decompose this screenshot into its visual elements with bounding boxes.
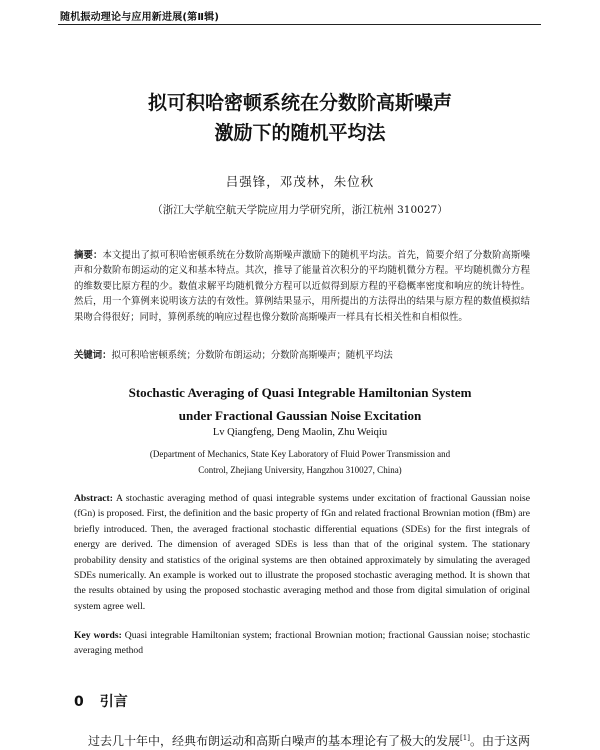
body-text-end: 。由于这两 <box>469 734 530 748</box>
english-abstract-label: Abstract: <box>74 493 113 504</box>
chinese-title-line-2: 激励下的随机平均法 <box>214 122 386 144</box>
english-abstract-text: A stochastic averaging method of quasi integrable systems under excitation of fractional Gaussian noise (fGn) is proposed. First, the definition and the basic property of fGn and related fractional Brownian motion (fBm) are briefly introduced. Then, the averaged fractional stochastic differential equations (SDEs) for the first integrals of energy are derived. The dimension of averaged SDEs is less than that of the original system. The stationary probability density and statistics of the original systems are then obtained approximately by simulating the averaged SDEs numerically. An example is worked out to illustrate the proposed stochastic averaging method. It is shown that the results obtained by using the proposed stochastic averaging method and those from digital simulation of original system agree well. <box>74 493 530 612</box>
reference-marker: [1] <box>460 734 470 742</box>
running-header: 随机振动理论与应用新进展(第Ⅱ辑) <box>60 12 220 23</box>
chinese-keywords-text: 拟可积哈密顿系统；分数阶布朗运动；分数阶高斯噪声；随机平均法 <box>111 350 393 361</box>
section-number: 0 <box>74 694 84 710</box>
chinese-keywords <box>74 348 530 363</box>
header-rule <box>58 24 541 25</box>
chinese-title <box>60 88 540 148</box>
chinese-abstract-text: 本文提出了拟可积哈密顿系统在分数阶高斯噪声激励下的随机平均法。首先，简要介绍了分数阶高斯噪声和分数阶布朗运动的定义和基本特点。其次，推导了能量首次积分的平均随机微分方程。平均随机微分方程的维数要比原方程的少。数值求解平均随机微分方程可以近似得到原方程的平稳概率密度和响应的统计特性。然后，用一个算例来说明该方法的有效性。算例结果显示，用所提出的方法得出的结果与原方程的数值模拟结果吻合得很好；同时，算例系统的响应过程也像分数阶高斯噪声一样具有长相关性和自相似性。 <box>74 250 530 323</box>
english-affiliation-line-2: Control, Zhejiang University, Hangzhou 310027, China) <box>198 465 402 475</box>
english-keywords-label: Key words: <box>74 630 122 641</box>
section-title: 引言 <box>99 694 128 710</box>
section-heading <box>74 691 128 711</box>
english-title-line-2: under Fractional Gaussian Noise Excitation <box>178 408 422 423</box>
body-text-start: 过去几十年中，经典布朗运动和高斯白噪声的基本理论有了极大的发展 <box>88 734 461 748</box>
english-authors: Lv Qiangfeng, Deng Maolin, Zhu Weiqiu <box>212 427 388 438</box>
english-abstract <box>74 491 530 614</box>
english-keywords <box>74 628 530 659</box>
chinese-affiliation: （浙江大学航空航天学院应用力学研究所，浙江杭州 310027） <box>152 204 448 216</box>
english-affiliation <box>60 446 540 478</box>
chinese-abstract-label: 摘要： <box>74 250 103 261</box>
chinese-abstract <box>74 248 530 325</box>
chinese-keywords-label: 关键词： <box>74 350 112 361</box>
english-affiliation-line-1: (Department of Mechanics, State Key Laboratory of Fluid Power Transmission and <box>149 449 451 459</box>
body-paragraph <box>88 729 548 750</box>
chinese-title-line-1: 拟可积哈密顿系统在分数阶高斯噪声 <box>147 92 452 114</box>
english-title <box>60 381 540 427</box>
english-title-line-1: Stochastic Averaging of Quasi Integrable Hamiltonian System <box>128 385 472 400</box>
english-keywords-text: Quasi integrable Hamiltonian system; fractional Brownian motion; fractional Gaussian noise; stochastic averaging method <box>74 630 530 657</box>
chinese-authors: 吕强锋，邓茂林，朱位秋 <box>225 174 375 189</box>
